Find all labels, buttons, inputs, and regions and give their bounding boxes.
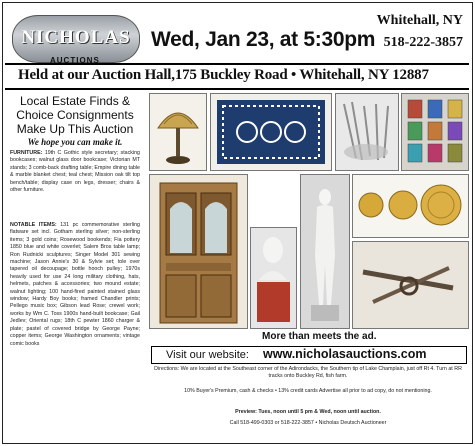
furniture-paragraph — [10, 150, 140, 194]
logo-subtitle: AUCTIONS — [50, 56, 100, 65]
website-label: Visit our website: — [166, 349, 249, 361]
contact-line: Call 518-499-0303 or 518-222-3857 • Nicholas Deutsch Auctioneer — [229, 420, 387, 426]
auction-address: Held at our Auction Hall,175 Buckley Road • Whitehall, NY 12887 — [18, 67, 429, 83]
website-box — [151, 346, 467, 364]
logo-text: NICHOLAS — [21, 27, 131, 48]
terms-text: 10% Buyer's Premium, cash & checks • 13% credit cards Advertise all prior to ad copy, do not mentioning. — [184, 388, 432, 394]
notable-label: NOTABLE ITEMS: — [10, 222, 57, 228]
preview-label: Preview: — [235, 409, 257, 415]
photo-plaster-bust — [250, 227, 297, 329]
photo-gold-coins — [352, 174, 469, 238]
furniture-text: 19th C Gothic style secretary; stacking bookcases; walnut glass door bookcase; Victorian MT stands; 3 comb-back drafting table; Empire dining table & marble blanket chest; teal chest; Mission oak tilt top bench/table; display case on legs, dresser; chairs & other furniture. — [10, 150, 140, 194]
photo-trading-cards — [401, 93, 469, 171]
photo-tiffany-lamp — [149, 93, 207, 171]
town-name: Whitehall, NY — [376, 13, 463, 28]
address-rule — [5, 88, 469, 90]
auction-date: Wed, Jan 23, at 5:30pm — [151, 28, 376, 51]
header-rule — [5, 63, 469, 65]
intro-tagline: We hope you can make it. — [27, 137, 123, 147]
photo-secretary-cabinet — [149, 174, 248, 329]
photo-blue-white-coverlet — [210, 93, 332, 171]
preview-line — [151, 409, 465, 416]
notable-paragraph — [10, 222, 140, 348]
photos-caption: More than meets the ad. — [262, 331, 377, 342]
preview-hours: Tues, noon until 5 pm & Wed, noon until auction. — [258, 409, 381, 415]
photo-marble-statue — [300, 174, 350, 329]
directions-text: Directions: We are located at the Southeast corner of the Adirondacks, the Southern tip of Lake Champlain, just off Rt 4. Turn at RR tracks onto Buckley Rd, fish farm. — [154, 366, 462, 380]
phone-number: 518-222-3857 — [383, 35, 463, 50]
furniture-label: FURNITURE: — [10, 150, 43, 156]
intro-headline: Local Estate Finds & Choice Consignments Make Up This Auction — [16, 94, 134, 136]
notable-text: 131 pc commemorative sterling flatware set incl. Gotham sterling silver; non-sterling items; 3 gold coins; Rosewood bookends; Fia pottery 1850 blue and white coverlet; Salem Bros table lamp; Ron Rudnicki sculptures; Singer Model 301 sewing machine; Jason Annie's 30 & Sylvie set; tole over tapered oil decoupage; bottle hooch pulley; 1970s heavily used for use 24 long military clothing, hats, helmets, patches & accessories; two mound estate; walnut lighting; 100 hand-fired painted stained glass window; Hardy Boy books; framed Chandler prints; Pellego music box; Gibson lead Rose; crewel work; works by Wm C. Toss 1900s hand-built bookcase; Gail Jedlev; Oriental rugs; 18th C pewter 1860 charger & plate; pastel of covered bridge by George Payne; copper items; George Washington ornaments; vintage comic books — [10, 222, 140, 347]
website-link[interactable]: www.nicholasauctions.com — [263, 347, 427, 361]
photo-antique-tools — [352, 241, 469, 329]
photo-sterling-flatware — [335, 93, 399, 171]
